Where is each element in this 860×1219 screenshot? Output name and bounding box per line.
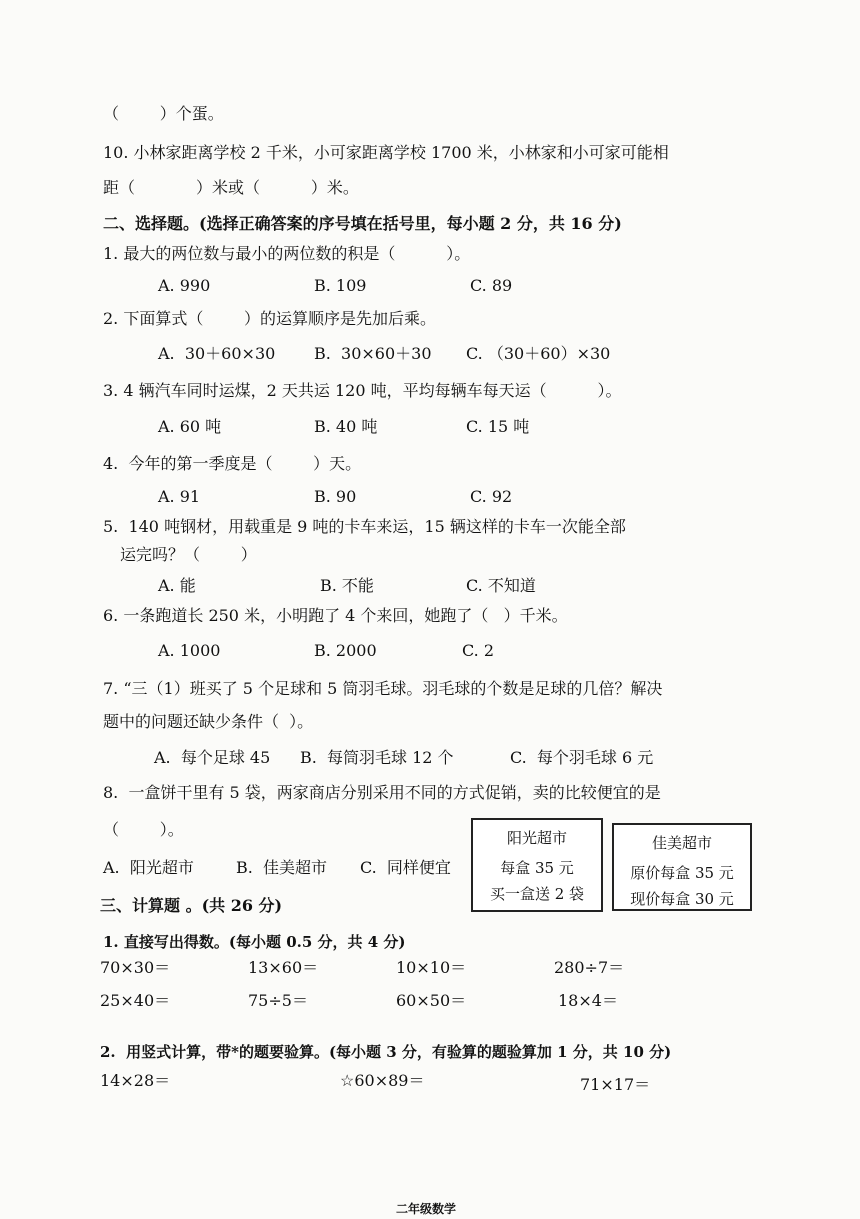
q1-option-c: C. 89: [470, 276, 513, 295]
calc-item: 60×50＝: [396, 991, 467, 1010]
q2-option-a: A. 30＋60×30: [158, 344, 276, 363]
q8-option-c: C. 同样便宜: [360, 858, 451, 877]
q5-option-c: C. 不知道: [466, 576, 536, 595]
q7-option-a: A. 每个足球 45: [154, 748, 271, 767]
q4-text: 4. 今年的第一季度是（ ）天。: [103, 454, 362, 473]
q2-option-c: C. （30＋60）×30: [466, 344, 611, 363]
q8-line1: 8. 一盒饼干里有 5 袋，两家商店分别采用不同的方式促销，卖的比较便宜的是: [103, 783, 661, 802]
calc-item: 25×40＝: [100, 991, 171, 1010]
store-card-jiamei: [612, 823, 752, 911]
calc-item: 280÷7＝: [554, 958, 625, 977]
q10-line2: 距（ ）米或（ ）米。: [103, 178, 359, 197]
q7-option-c: C. 每个羽毛球 6 元: [510, 748, 654, 767]
section3-sub2-heading: 2. 用竖式计算，带*的题要验算。(每小题 3 分，有验算的题验算加 1 分，共 10 分): [100, 1043, 672, 1061]
q6-option-a: A. 1000: [158, 641, 221, 660]
q8-option-b: B. 佳美超市: [236, 858, 328, 877]
q1-text: 1. 最大的两位数与最小的两位数的积是（ ）。: [103, 244, 471, 263]
store-name: 阳光超市: [506, 829, 567, 847]
q1-option-b: B. 109: [314, 276, 367, 295]
q6-option-c: C. 2: [462, 641, 495, 660]
q8-line2: （ ）。: [103, 820, 184, 839]
calc-item: 13×60＝: [248, 958, 319, 977]
q3-option-c: C. 15 吨: [466, 417, 530, 436]
q5-line2: 运完吗？（ ）: [120, 545, 257, 564]
q4-option-c: C. 92: [470, 487, 513, 506]
q8-option-a: A. 阳光超市: [103, 858, 194, 877]
store-card-yangguang: [471, 818, 603, 912]
store-promo-line: 现价每盒 30 元: [630, 890, 734, 908]
calc-item: 18×4＝: [558, 991, 618, 1010]
q10-line1: 10. 小林家距离学校 2 千米，小可家距离学校 1700 米，小林家和小可家可能相: [103, 143, 669, 162]
q5-line1: 5. 140 吨钢材，用载重是 9 吨的卡车来运，15 辆这样的卡车一次能全部: [103, 517, 626, 536]
section3-heading: 三、计算题 。(共 26 分): [100, 896, 283, 915]
q6-option-b: B. 2000: [314, 641, 377, 660]
store-price-line: 每盒 35 元: [500, 859, 574, 877]
page-footer: 二年级数学: [396, 1202, 457, 1216]
q7-line2: 题中的问题还缺少条件（ ）。: [103, 712, 314, 731]
q2-option-b: B. 30×60＋30: [314, 344, 432, 363]
q2-text: 2. 下面算式（ ）的运算顺序是先加后乘。: [103, 309, 437, 328]
store-promo-line: 买一盒送 2 袋: [489, 885, 585, 903]
q4-option-a: A. 91: [158, 487, 201, 506]
q4-option-b: B. 90: [314, 487, 357, 506]
vertical-calc-item: ☆60×89＝: [340, 1071, 425, 1090]
q3-text: 3. 4 辆汽车同时运煤，2 天共运 120 吨，平均每辆车每天运（ ）。: [103, 381, 622, 400]
q5-option-a: A. 能: [158, 576, 196, 595]
vertical-calc-item: 71×17＝: [580, 1075, 651, 1094]
calc-item: 10×10＝: [396, 958, 467, 977]
q1-option-a: A. 990: [158, 276, 211, 295]
q3-option-b: B. 40 吨: [314, 417, 378, 436]
store-price-line: 原价每盒 35 元: [630, 864, 734, 882]
q7-line1: 7. “三（1）班买了 5 个足球和 5 筒羽毛球。羽毛球的个数是足球的几倍？解决: [103, 679, 663, 698]
vertical-calc-item: 14×28＝: [100, 1071, 171, 1090]
q7-option-b: B. 每筒羽毛球 12 个: [300, 748, 454, 767]
calc-item: 75÷5＝: [248, 991, 308, 1010]
section3-sub1-heading: 1. 直接写出得数。(每小题 0.5 分，共 4 分): [103, 933, 406, 951]
section2-heading: 二、选择题。(选择正确答案的序号填在括号里，每小题 2 分，共 16 分): [103, 214, 622, 233]
q3-option-a: A. 60 吨: [158, 417, 222, 436]
q5-option-b: B. 不能: [320, 576, 374, 595]
q9-tail: （ ）个蛋。: [103, 104, 224, 123]
store-name: 佳美超市: [651, 834, 712, 852]
calc-item: 70×30＝: [100, 958, 171, 977]
q6-text: 6. 一条跑道长 250 米，小明跑了 4 个来回，她跑了（ ）千米。: [103, 606, 568, 625]
